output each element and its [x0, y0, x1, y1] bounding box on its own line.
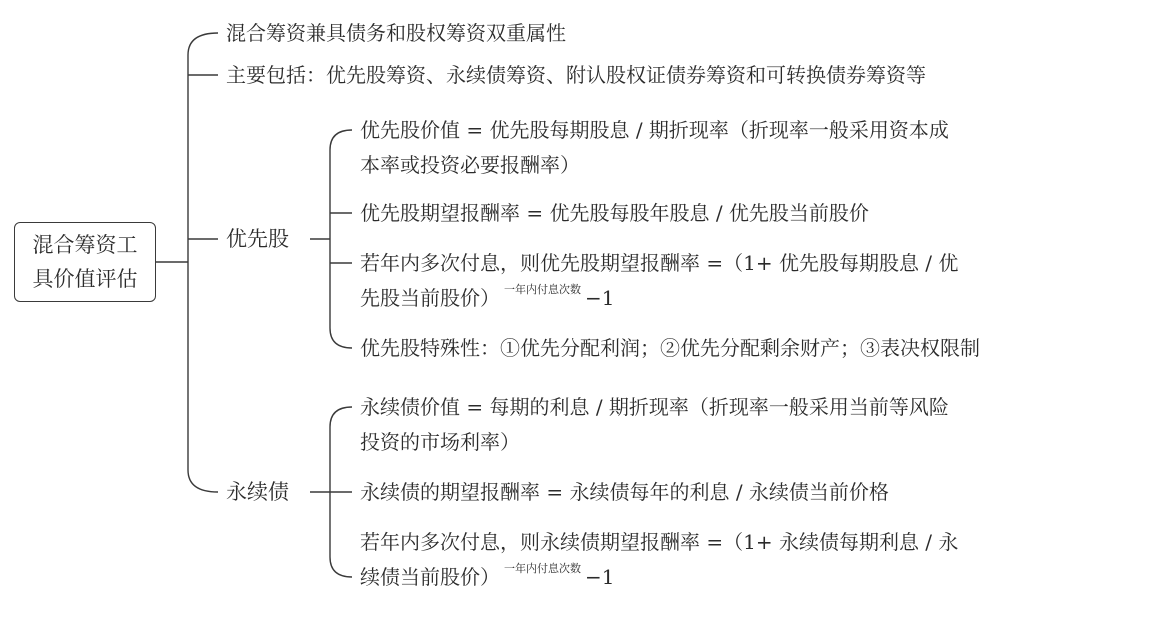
- main-bracket: [188, 33, 218, 492]
- root-node: [14, 222, 156, 302]
- perpetual-multi-exponent: 一年内付息次数: [504, 562, 581, 575]
- perpetual-return: 永续债的期望报酬率 = 永续债每年的利息 / 永续债当前价格: [360, 480, 889, 504]
- preferred-value-line1: 优先股价值 = 优先股每期股息 / 期折现率（折现率一般采用资本成: [360, 118, 949, 142]
- perpetual-value-line1: 永续债价值 = 每期的利息 / 期折现率（折现率一般采用当前等风险: [360, 395, 949, 419]
- preferred-multi-minus-one: −1: [585, 286, 615, 310]
- root-line-2: 具价值评估: [32, 267, 138, 291]
- perpetual-multi-minus-one: −1: [585, 565, 615, 589]
- preferred-bracket: [330, 130, 352, 348]
- top-item-dual-nature: 混合筹资兼具债务和股权筹资双重属性: [226, 21, 566, 45]
- perpetual-bracket: [330, 407, 352, 577]
- perpetual-value-line2: 投资的市场利率）: [360, 430, 520, 454]
- perpetual-multi-line1: 若年内多次付息，则永续债期望报酬率 =（1+ 永续债每期利息 / 永: [360, 530, 959, 554]
- preferred-multi-line2: [360, 285, 614, 315]
- preferred-multi-exponent: 一年内付息次数: [504, 283, 581, 296]
- top-item-includes: 主要包括：优先股筹资、永续债筹资、附认股权证债券筹资和可转换债券筹资等: [226, 63, 926, 87]
- preferred-label: 优先股: [226, 227, 289, 251]
- preferred-value-line2: 本率或投资必要报酬率）: [360, 153, 580, 177]
- perpetual-multi-line2: [360, 564, 614, 594]
- preferred-return: 优先股期望报酬率 = 优先股每股年股息 / 优先股当前股价: [360, 201, 869, 225]
- perpetual-label: 永续债: [226, 480, 289, 504]
- root-line-1: 混合筹资工: [32, 233, 138, 257]
- preferred-multi-line1: 若年内多次付息，则优先股期望报酬率 =（1+ 优先股每期股息 / 优: [360, 251, 959, 275]
- preferred-special: 优先股特殊性：①优先分配利润；②优先分配剩余财产；③表决权限制: [360, 336, 980, 360]
- preferred-multi-text: 先股当前股价）: [360, 286, 500, 310]
- perpetual-multi-text: 续债当前股价）: [360, 565, 500, 589]
